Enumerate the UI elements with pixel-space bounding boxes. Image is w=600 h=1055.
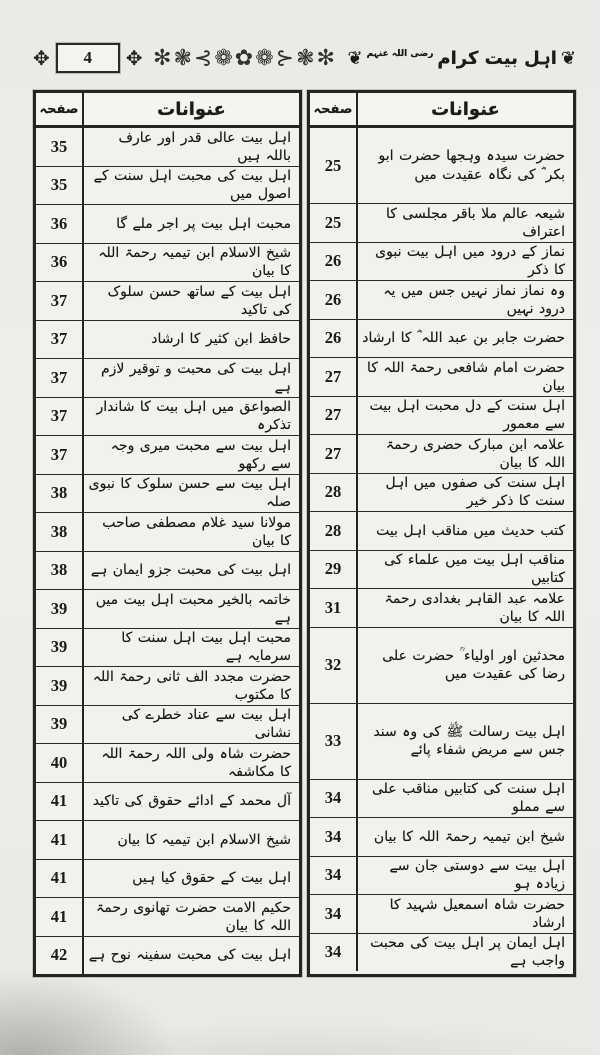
table-row [310,550,573,589]
entry-title: اہل بیت کی محبت و توقیر لازم ہے [100,360,291,395]
table-row [36,512,299,551]
entry-title: محبت اہل بیت اہل سنت کا سرمایہ ہے [121,630,291,665]
table-row [36,166,299,205]
page-number-cell: 34 [310,780,358,818]
page-number-cell: 38 [36,475,84,513]
page-number-cell: 37 [36,321,84,359]
page-number-cell: 41 [36,898,84,936]
entry-title: حضرت شاہ اسمعیل شہید کا ارشاد [389,896,565,931]
table-row [36,936,299,975]
page-number-cell: 42 [36,937,84,975]
page-number-cell: 39 [36,667,84,705]
table-row [310,242,573,281]
entry-title: اہل سنت کی کتابیں مناقب علی سے مملو [371,781,565,816]
entry-title: حافظ ابن کثیر کا ارشاد [151,331,291,348]
entry-title: اہل ایمان پر اہل بیت کی محبت واجب ہے [370,935,565,970]
page-column-header: صفحہ [36,93,84,125]
entry-title: اہل بیت سے حسن سلوک کا نبوی صلہ [88,476,291,511]
table-row [36,243,299,282]
page-number-cell: 32 [310,628,358,703]
table-row [36,281,299,320]
page-number-cell: 28 [310,512,358,550]
table-row [36,474,299,513]
ornament-icon: ❦ [347,47,363,69]
table-row [36,358,299,397]
page-number: 4 [56,43,120,73]
entry-title: مناقب اہل بیت میں علماء کی کتابیں [384,552,565,587]
table-row [36,589,299,628]
entry-title: اہل سنت کے دل محبت اہل بیت سے معمور [369,398,565,433]
entry-title: علامہ ابن مبارک حضری رحمۃ اللہ کا بیان [385,436,565,471]
entry-title: اہل بیت سے دوستی جان سے زیادہ ہو [389,858,565,893]
page-number-cell: 38 [36,552,84,590]
center-ornament-icon: ✻❃⊰❁✿❁⊱❃✻ [153,45,337,71]
entry-title: اہل بیت کی محبت اہل سنت کے اصول میں [93,168,291,203]
titles-column-header: عنوانات [431,98,500,120]
table-row [310,203,573,242]
page-number-cell: 27 [310,435,358,473]
page-number-cell: 41 [36,783,84,821]
page-number-cell: 41 [36,860,84,898]
page-number-cell: 39 [36,629,84,667]
entry-title: آل محمد کے ادائے حقوق کی تاکید [92,793,291,810]
page-number-cell: 31 [310,589,358,627]
fleur-icon: ✥ [125,46,143,70]
book-title-text: اہل بیت کرام [437,47,557,69]
entry-title: اہل بیت رسالت ﷺ کی وہ سند جس سے مریض شفاء پائے [373,723,565,758]
page-number-cell: 34 [310,934,358,972]
table-row [310,473,573,512]
table-header-row [36,93,299,128]
page-number-cell: 34 [310,895,358,933]
page-number-cell: 26 [310,243,358,281]
table-row [36,435,299,474]
entry-title: حضرت امام شافعی رحمۃ اللہ کا بیان [366,359,565,394]
table-row [36,397,299,436]
entry-title: شیخ الاسلام ابن تیمیہ رحمۃ اللہ کا بیان [98,245,291,280]
titles-column-header: عنوانات [157,98,226,120]
page-number-cell: 39 [36,706,84,744]
entry-title: محدثین اور اولیاء ؒ حضرت علی رضا کی عقیدت میں [382,647,565,682]
entry-title: اہل بیت سے عناد خطرے کی نشانی [121,707,291,742]
page-number-cell: 39 [36,590,84,628]
page-number-cell: 26 [310,281,358,319]
toc-table-left [33,90,302,977]
table-row [310,588,573,627]
page-number-cell: 41 [36,821,84,859]
page-number-cell: 34 [310,857,358,895]
page-number-cell: 37 [36,398,84,436]
table-row [36,128,299,166]
table-row [310,933,573,972]
entry-title: شیخ الاسلام ابن تیمیہ کا بیان [117,831,291,848]
table-row [310,434,573,473]
page-number-cell: 27 [310,397,358,435]
page-number-cell: 25 [310,128,358,203]
entry-title: کتب حدیث میں مناقب اہل بیت [376,522,565,539]
page-number-cell: 33 [310,704,358,779]
table-row [36,743,299,782]
honorific-text: رضی اللہ عنہم [366,49,434,59]
table-body [36,128,299,974]
table-row [310,627,573,703]
table-row [36,820,299,859]
table-row [36,551,299,590]
page-number-cell: 29 [310,551,358,589]
page-number-cell: 36 [36,244,84,282]
entry-title: حضرت جابر بن عبد اللہ ؓ کا ارشاد [362,330,565,347]
entry-title: اہل بیت عالی قدر اور عارف باللہ ہیں [118,129,291,164]
page-number-cell: 37 [36,282,84,320]
page-number-cell: 38 [36,513,84,551]
page-number-cell: 37 [36,359,84,397]
table-row [310,703,573,779]
table-row [36,782,299,821]
table-body [310,128,573,971]
page-number-cell: 35 [36,167,84,205]
entry-title: اہل بیت کے ساتھ حسن سلوک کی تاکید [107,283,291,318]
table-row [310,856,573,895]
entry-title: حضرت مجدد الف ثانی رحمۃ اللہ کا مکتوب [92,668,291,703]
entry-title: حضرت سیدہ وہجھا حضرت ابو بکر ؓ کی نگاہ عقیدت میں [378,148,565,183]
page-number-box [33,43,143,73]
page-number-cell: 25 [310,204,358,242]
toc-tables [33,90,576,977]
table-row [36,859,299,898]
page-header-band [33,30,576,86]
entry-title: اہل بیت کی محبت جزو ایمان ہے [90,562,291,579]
table-row [36,897,299,936]
table-row [36,204,299,243]
table-row [310,894,573,933]
page-number-cell: 28 [310,474,358,512]
entry-title: اہل بیت کی محبت سفینہ نوح ہے [88,947,291,964]
entry-title: حضرت شاہ ولی اللہ رحمۃ اللہ کا مکاشفہ [101,745,291,780]
table-row [310,128,573,203]
table-row [36,705,299,744]
entry-title: اہل بیت سے محبت میری وجہ سے رکھو [110,437,291,472]
page-number-cell: 26 [310,320,358,358]
table-row [36,320,299,359]
table-row [310,319,573,358]
page-number-cell: 36 [36,205,84,243]
entry-title: محبت اہل بیت پر اجر ملے گا [116,215,291,232]
book-title [347,48,576,69]
table-row [36,628,299,667]
entry-title: شیعہ عالم ملا باقر مجلسی کا اعتراف [385,205,565,240]
entry-title: خاتمہ بالخیر محبت اہل بیت میں ہے [95,591,291,626]
entry-title: اہل بیت کے حقوق کیا ہیں [132,870,291,887]
table-header-row [310,93,573,128]
page-number-cell: 35 [36,128,84,166]
entry-title: شیخ ابن تیمیہ رحمۃ اللہ کا بیان [373,828,565,845]
entry-title: حکیم الامت حضرت تھانوی رحمۃ اللہ کا بیان [96,899,291,934]
entry-title: اہل سنت کی صفوں میں اہل سنت کا ذکر خیر [385,475,565,510]
ornament-icon: ❦ [560,47,576,69]
entry-title: نماز کے درود میں اہل بیت نبوی کا ذکر [375,244,565,279]
entry-title: علامہ عبد القاہر بغدادی رحمۃ اللہ کا بیان [384,590,565,625]
entry-title: وہ نماز نماز نہیں جس میں یہ درود نہیں [383,282,565,317]
page-number-cell: 40 [36,744,84,782]
table-row [310,357,573,396]
page-number-cell: 37 [36,436,84,474]
page-column-header: صفحہ [310,93,358,125]
page-number-cell: 27 [310,358,358,396]
table-row [310,817,573,856]
page-number-cell: 34 [310,818,358,856]
toc-table-right [307,90,576,977]
entry-title: الصواعق میں اہل بیت کا شاندار تذکرہ [96,399,291,434]
table-row [310,511,573,550]
table-row [310,280,573,319]
table-row [310,396,573,435]
table-row [310,779,573,818]
entry-title: مولانا سید غلام مصطفی صاحب کا بیان [102,514,291,549]
table-row [36,666,299,705]
fleur-icon: ✥ [33,46,50,70]
